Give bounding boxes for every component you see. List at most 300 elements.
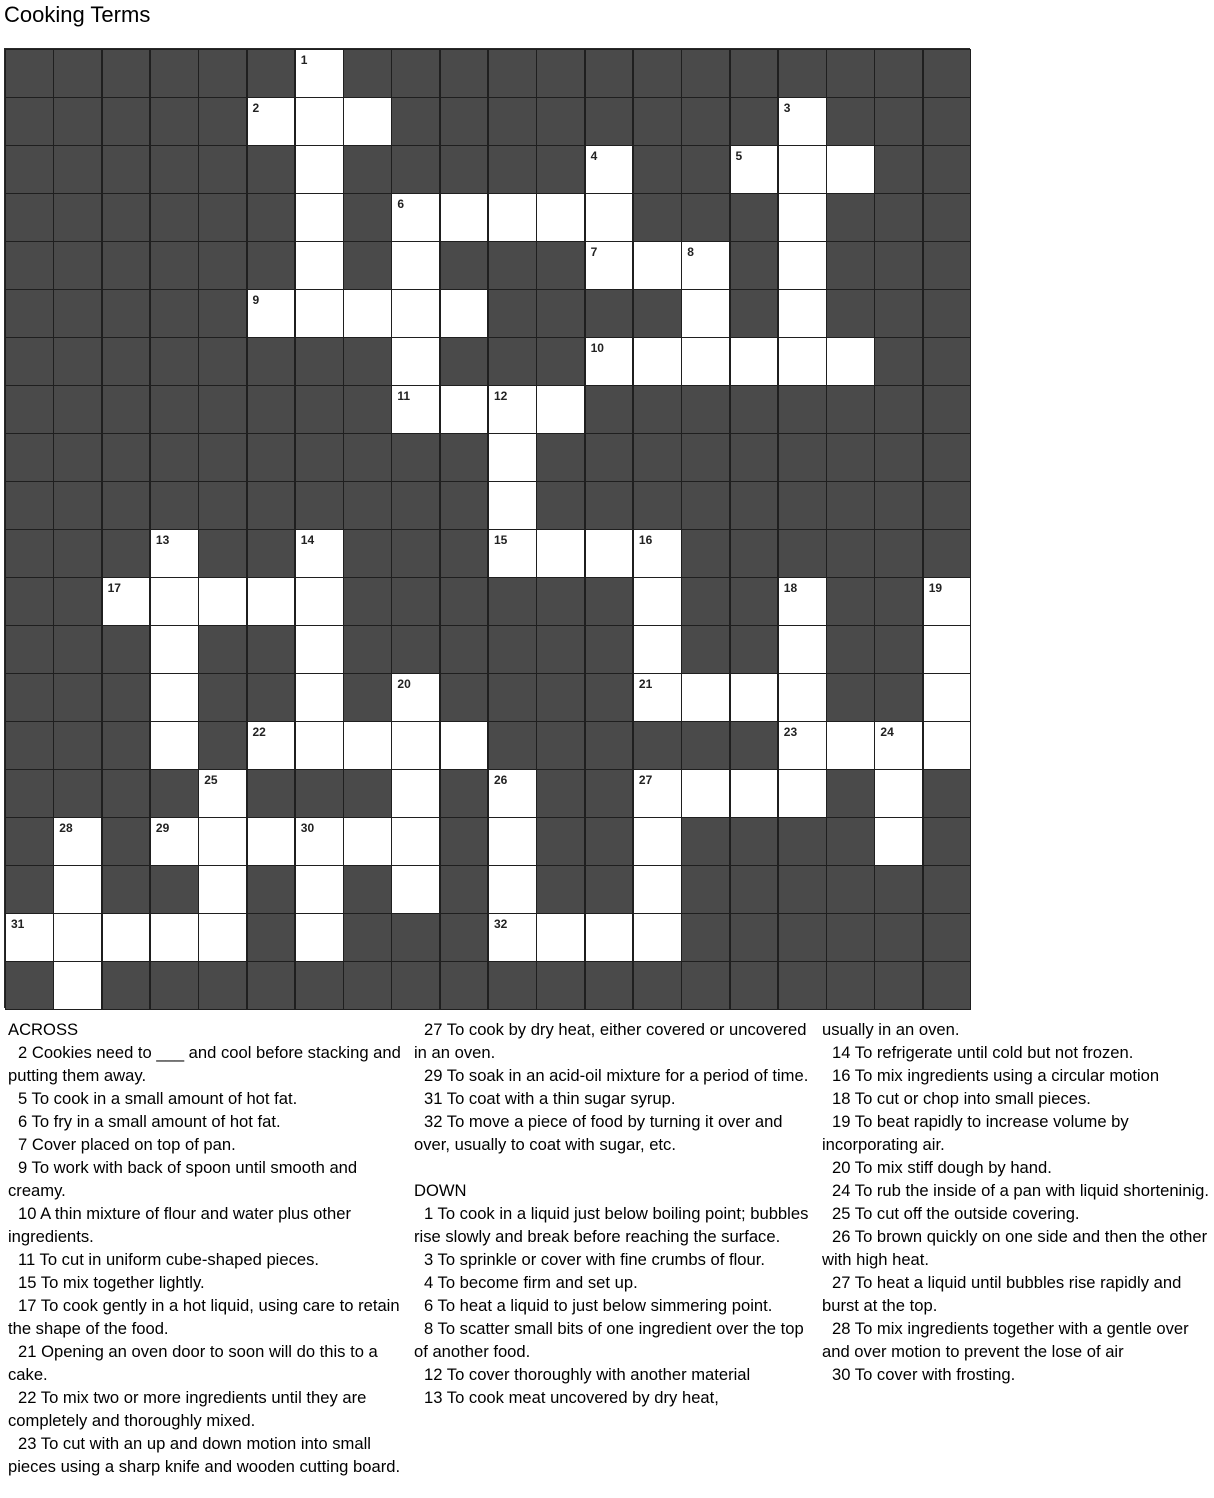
blocked-cell <box>536 769 585 818</box>
clue-text: 30 To cover with frosting. <box>832 1365 1016 1384</box>
answer-cell[interactable] <box>826 337 875 386</box>
answer-cell[interactable] <box>778 241 827 290</box>
blocked-cell <box>826 433 875 482</box>
blocked-cell <box>536 145 585 194</box>
blocked-cell <box>874 529 923 578</box>
answer-cell[interactable] <box>633 577 682 626</box>
answer-cell[interactable] <box>488 193 537 242</box>
answer-cell[interactable] <box>488 865 537 914</box>
blocked-cell <box>102 865 151 914</box>
blocked-cell <box>102 673 151 722</box>
answer-cell[interactable] <box>633 913 682 962</box>
answer-cell[interactable] <box>295 49 344 98</box>
blocked-cell <box>391 97 440 146</box>
answer-cell[interactable] <box>150 625 199 674</box>
blocked-cell <box>102 817 151 866</box>
answer-cell[interactable] <box>391 673 440 722</box>
blocked-cell <box>585 817 634 866</box>
blocked-cell <box>247 961 296 1010</box>
blocked-cell <box>826 625 875 674</box>
answer-cell[interactable] <box>247 97 296 146</box>
blocked-cell <box>826 385 875 434</box>
blocked-cell <box>295 385 344 434</box>
blocked-cell <box>440 529 489 578</box>
blocked-cell <box>198 337 247 386</box>
blocked-cell <box>488 961 537 1010</box>
blocked-cell <box>681 385 730 434</box>
answer-cell[interactable] <box>488 817 537 866</box>
blocked-cell <box>53 145 102 194</box>
blocked-cell <box>440 769 489 818</box>
blocked-cell <box>730 865 779 914</box>
blocked-cell <box>681 865 730 914</box>
blocked-cell <box>826 49 875 98</box>
clue-number: 4 <box>590 149 598 163</box>
blocked-cell <box>53 721 102 770</box>
blocked-cell <box>198 49 247 98</box>
clue-number: 15 <box>494 533 508 547</box>
blocked-cell <box>874 193 923 242</box>
blocked-cell <box>391 961 440 1010</box>
answer-cell[interactable] <box>778 97 827 146</box>
answer-cell[interactable] <box>150 721 199 770</box>
answer-cell[interactable] <box>826 145 875 194</box>
answer-cell[interactable] <box>198 577 247 626</box>
blocked-cell <box>826 865 875 914</box>
answer-cell[interactable] <box>488 769 537 818</box>
answer-cell[interactable] <box>343 721 392 770</box>
answer-cell[interactable] <box>53 865 102 914</box>
blocked-cell <box>730 625 779 674</box>
answer-cell[interactable] <box>585 193 634 242</box>
blocked-cell <box>5 625 54 674</box>
answer-cell[interactable] <box>923 577 972 626</box>
answer-cell[interactable] <box>488 913 537 962</box>
answer-cell[interactable] <box>730 145 779 194</box>
blocked-cell <box>730 385 779 434</box>
answer-cell[interactable] <box>488 529 537 578</box>
clue-text: 20 To mix stiff dough by hand. <box>832 1158 1052 1177</box>
blocked-cell <box>730 577 779 626</box>
answer-cell[interactable] <box>295 817 344 866</box>
answer-cell[interactable] <box>874 769 923 818</box>
answer-cell[interactable] <box>247 721 296 770</box>
clue-text: 23 To cut with an up and down motion into small pieces using a sharp knife and wooden cutting board. <box>8 1434 401 1476</box>
blocked-cell <box>681 145 730 194</box>
clue-number: 7 <box>590 245 598 259</box>
blocked-cell <box>440 49 489 98</box>
blocked-cell <box>343 961 392 1010</box>
blocked-cell <box>295 769 344 818</box>
clue-number: 9 <box>252 293 260 307</box>
clue-text: 16 To mix ingredients using a circular motion <box>832 1066 1160 1085</box>
answer-cell[interactable] <box>681 673 730 722</box>
blocked-cell <box>536 481 585 530</box>
answer-cell[interactable] <box>585 241 634 290</box>
blocked-cell <box>247 241 296 290</box>
answer-cell[interactable] <box>295 865 344 914</box>
blocked-cell <box>102 961 151 1010</box>
answer-cell[interactable] <box>778 145 827 194</box>
blocked-cell <box>5 97 54 146</box>
clue-text: 25 To cut off the outside covering. <box>832 1204 1080 1223</box>
answer-cell[interactable] <box>391 289 440 338</box>
blocked-cell <box>198 481 247 530</box>
blocked-cell <box>102 385 151 434</box>
blocked-cell <box>391 577 440 626</box>
answer-cell[interactable] <box>440 193 489 242</box>
answer-cell[interactable] <box>633 529 682 578</box>
blocked-cell <box>102 529 151 578</box>
answer-cell[interactable] <box>730 337 779 386</box>
answer-cell[interactable] <box>681 337 730 386</box>
blocked-cell <box>874 961 923 1010</box>
clue-text: 26 To brown quickly on one side and then the other with high heat. <box>822 1227 1208 1269</box>
blocked-cell <box>295 433 344 482</box>
answer-cell[interactable] <box>295 193 344 242</box>
blocked-cell <box>102 193 151 242</box>
answer-cell[interactable] <box>778 721 827 770</box>
answer-cell[interactable] <box>295 913 344 962</box>
clue-number: 28 <box>59 821 73 835</box>
clue-text: 21 Opening an oven door to soon will do this to a cake. <box>8 1342 378 1384</box>
blocked-cell <box>681 577 730 626</box>
answer-cell[interactable] <box>295 673 344 722</box>
clue-number: 8 <box>687 245 694 259</box>
blocked-cell <box>391 433 440 482</box>
answer-cell[interactable] <box>585 337 634 386</box>
answer-cell[interactable] <box>343 817 392 866</box>
blocked-cell <box>5 241 54 290</box>
blocked-cell <box>440 481 489 530</box>
blocked-cell <box>343 913 392 962</box>
blocked-cell <box>488 577 537 626</box>
blocked-cell <box>730 529 779 578</box>
blocked-cell <box>730 961 779 1010</box>
answer-cell[interactable] <box>681 241 730 290</box>
clue-text: 27 To heat a liquid until bubbles rise rapidly and burst at the top. <box>822 1273 1182 1315</box>
answer-cell[interactable] <box>391 769 440 818</box>
blocked-cell <box>874 625 923 674</box>
blocked-cell <box>778 385 827 434</box>
answer-cell[interactable] <box>102 577 151 626</box>
blocked-cell <box>681 97 730 146</box>
answer-cell[interactable] <box>488 433 537 482</box>
answer-cell[interactable] <box>874 721 923 770</box>
blocked-cell <box>102 433 151 482</box>
blocked-cell <box>198 529 247 578</box>
answer-cell[interactable] <box>198 913 247 962</box>
answer-cell[interactable] <box>633 673 682 722</box>
blocked-cell <box>778 865 827 914</box>
answer-cell[interactable] <box>633 625 682 674</box>
blocked-cell <box>5 865 54 914</box>
blocked-cell <box>681 193 730 242</box>
blocked-cell <box>247 433 296 482</box>
spacer <box>414 1156 818 1179</box>
answer-cell[interactable] <box>778 625 827 674</box>
blocked-cell <box>343 625 392 674</box>
clue-number: 24 <box>880 725 894 739</box>
blocked-cell <box>585 769 634 818</box>
clue-text: 19 To beat rapidly to increase volume by incorporating air. <box>822 1112 1129 1154</box>
blocked-cell <box>343 193 392 242</box>
blocked-cell <box>585 577 634 626</box>
answer-cell[interactable] <box>778 289 827 338</box>
clue-text: 4 To become firm and set up. <box>424 1273 638 1292</box>
blocked-cell <box>5 49 54 98</box>
blocked-cell <box>778 913 827 962</box>
blocked-cell <box>488 721 537 770</box>
answer-cell[interactable] <box>295 577 344 626</box>
blocked-cell <box>295 337 344 386</box>
blocked-cell <box>826 913 875 962</box>
blocked-cell <box>391 625 440 674</box>
answer-cell[interactable] <box>295 721 344 770</box>
blocked-cell <box>681 529 730 578</box>
blocked-cell <box>778 433 827 482</box>
blocked-cell <box>440 817 489 866</box>
answer-cell[interactable] <box>633 817 682 866</box>
blocked-cell <box>681 817 730 866</box>
answer-cell[interactable] <box>295 625 344 674</box>
blocked-cell <box>5 817 54 866</box>
clue-number: 10 <box>590 341 604 355</box>
clue-text: 27 To cook by dry heat, either covered or uncovered in an oven. <box>414 1020 807 1062</box>
blocked-cell <box>53 337 102 386</box>
blocked-cell <box>730 817 779 866</box>
answer-cell[interactable] <box>585 913 634 962</box>
blocked-cell <box>198 241 247 290</box>
blocked-cell <box>826 673 875 722</box>
answer-cell[interactable] <box>150 577 199 626</box>
blocked-cell <box>5 337 54 386</box>
answer-cell[interactable] <box>536 193 585 242</box>
answer-cell[interactable] <box>391 337 440 386</box>
blocked-cell <box>5 961 54 1010</box>
answer-cell[interactable] <box>102 913 151 962</box>
blocked-cell <box>633 721 682 770</box>
answer-cell[interactable] <box>874 817 923 866</box>
blocked-cell <box>536 673 585 722</box>
answer-cell[interactable] <box>343 97 392 146</box>
clue-number: 29 <box>155 821 170 835</box>
clue-number: 17 <box>107 581 121 595</box>
blocked-cell <box>343 337 392 386</box>
clue-text: usually in an oven. <box>822 1020 960 1039</box>
blocked-cell <box>536 289 585 338</box>
answer-cell[interactable] <box>295 145 344 194</box>
blocked-cell <box>198 433 247 482</box>
blocked-cell <box>536 721 585 770</box>
answer-cell[interactable] <box>826 721 875 770</box>
blocked-cell <box>778 817 827 866</box>
clue-text: 10 A thin mixture of flour and water plus other ingredients. <box>8 1204 351 1246</box>
blocked-cell <box>102 49 151 98</box>
answer-cell[interactable] <box>5 913 54 962</box>
blocked-cell <box>488 673 537 722</box>
answer-cell[interactable] <box>247 289 296 338</box>
blocked-cell <box>53 673 102 722</box>
clue-text: 24 To rub the inside of a pan with liquid shorteninig. <box>832 1181 1209 1200</box>
answer-cell[interactable] <box>53 913 102 962</box>
clue-number: 32 <box>494 917 508 931</box>
blocked-cell <box>826 481 875 530</box>
blocked-cell <box>198 673 247 722</box>
blocked-cell <box>247 769 296 818</box>
blocked-cell <box>488 97 537 146</box>
answer-cell[interactable] <box>343 289 392 338</box>
blocked-cell <box>923 481 972 530</box>
answer-cell[interactable] <box>150 673 199 722</box>
answer-cell[interactable] <box>633 337 682 386</box>
answer-cell[interactable] <box>536 529 585 578</box>
answer-cell[interactable] <box>198 865 247 914</box>
blocked-cell <box>343 769 392 818</box>
answer-cell[interactable] <box>391 241 440 290</box>
blocked-cell <box>585 49 634 98</box>
blocked-cell <box>440 913 489 962</box>
blocked-cell <box>536 97 585 146</box>
answer-cell[interactable] <box>198 817 247 866</box>
answer-cell[interactable] <box>150 913 199 962</box>
answer-cell[interactable] <box>247 817 296 866</box>
answer-cell[interactable] <box>681 769 730 818</box>
answer-cell[interactable] <box>778 769 827 818</box>
blocked-cell <box>440 673 489 722</box>
blocked-cell <box>5 673 54 722</box>
blocked-cell <box>923 385 972 434</box>
blocked-cell <box>633 481 682 530</box>
blocked-cell <box>343 865 392 914</box>
clue-text: 11 To cut in uniform cube-shaped pieces. <box>18 1250 320 1269</box>
blocked-cell <box>53 289 102 338</box>
answer-cell[interactable] <box>923 673 972 722</box>
clue-number: 31 <box>11 917 25 931</box>
clue-text: 13 To cook meat uncovered by dry heat, <box>424 1388 719 1407</box>
answer-cell[interactable] <box>53 961 102 1010</box>
blocked-cell <box>923 817 972 866</box>
blocked-cell <box>488 289 537 338</box>
blocked-cell <box>874 337 923 386</box>
answer-cell[interactable] <box>391 385 440 434</box>
answer-cell[interactable] <box>536 913 585 962</box>
blocked-cell <box>5 193 54 242</box>
clue-text: 6 To heat a liquid to just below simmering point. <box>424 1296 773 1315</box>
answer-cell[interactable] <box>295 529 344 578</box>
answer-cell[interactable] <box>778 577 827 626</box>
answer-cell[interactable] <box>633 241 682 290</box>
blocked-cell <box>391 481 440 530</box>
answer-cell[interactable] <box>440 385 489 434</box>
blocked-cell <box>5 769 54 818</box>
answer-cell[interactable] <box>295 97 344 146</box>
answer-cell[interactable] <box>633 769 682 818</box>
blocked-cell <box>247 913 296 962</box>
blocked-cell <box>5 577 54 626</box>
blocked-cell <box>391 529 440 578</box>
answer-cell[interactable] <box>585 529 634 578</box>
answer-cell[interactable] <box>391 817 440 866</box>
blocked-cell <box>5 385 54 434</box>
answer-cell[interactable] <box>440 721 489 770</box>
answer-cell[interactable] <box>488 481 537 530</box>
blocked-cell <box>874 385 923 434</box>
clue-number: 22 <box>252 725 266 739</box>
blocked-cell <box>874 913 923 962</box>
answer-cell[interactable] <box>536 385 585 434</box>
blocked-cell <box>681 721 730 770</box>
answer-cell[interactable] <box>778 673 827 722</box>
answer-cell[interactable] <box>585 145 634 194</box>
answer-cell[interactable] <box>488 385 537 434</box>
answer-cell[interactable] <box>247 577 296 626</box>
blocked-cell <box>536 241 585 290</box>
blocked-cell <box>585 481 634 530</box>
blocked-cell <box>150 865 199 914</box>
answer-cell[interactable] <box>730 673 779 722</box>
blocked-cell <box>633 49 682 98</box>
clue-text: 18 To cut or chop into small pieces. <box>832 1089 1091 1108</box>
clue-text: 28 To mix ingredients together with a gentle over and over motion to prevent the lose of air <box>822 1319 1189 1361</box>
answer-cell[interactable] <box>295 289 344 338</box>
blocked-cell <box>585 721 634 770</box>
answer-cell[interactable] <box>150 529 199 578</box>
blocked-cell <box>343 481 392 530</box>
answer-cell[interactable] <box>923 721 972 770</box>
answer-cell[interactable] <box>198 769 247 818</box>
answer-cell[interactable] <box>391 721 440 770</box>
blocked-cell <box>247 529 296 578</box>
blocked-cell <box>295 481 344 530</box>
blocked-cell <box>102 241 151 290</box>
answer-cell[interactable] <box>295 241 344 290</box>
blocked-cell <box>150 49 199 98</box>
answer-cell[interactable] <box>391 865 440 914</box>
blocked-cell <box>585 289 634 338</box>
answer-cell[interactable] <box>778 337 827 386</box>
answer-cell[interactable] <box>730 769 779 818</box>
blocked-cell <box>923 241 972 290</box>
blocked-cell <box>150 481 199 530</box>
answer-cell[interactable] <box>923 625 972 674</box>
answer-cell[interactable] <box>440 289 489 338</box>
answer-cell[interactable] <box>633 865 682 914</box>
blocked-cell <box>5 433 54 482</box>
blocked-cell <box>53 193 102 242</box>
blocked-cell <box>633 385 682 434</box>
clue-text: 32 To move a piece of food by turning it over and over, usually to coat with sugar, etc. <box>414 1112 783 1154</box>
answer-cell[interactable] <box>778 193 827 242</box>
blocked-cell <box>440 865 489 914</box>
blocked-cell <box>247 337 296 386</box>
blocked-cell <box>826 577 875 626</box>
blocked-cell <box>874 97 923 146</box>
blocked-cell <box>730 913 779 962</box>
blocked-cell <box>150 337 199 386</box>
blocked-cell <box>826 529 875 578</box>
clue-text: 5 To cook in a small amount of hot fat. <box>18 1089 298 1108</box>
blocked-cell <box>440 337 489 386</box>
blocked-cell <box>730 97 779 146</box>
answer-cell[interactable] <box>681 289 730 338</box>
blocked-cell <box>633 289 682 338</box>
answer-cell[interactable] <box>53 817 102 866</box>
blocked-cell <box>826 97 875 146</box>
blocked-cell <box>923 289 972 338</box>
answer-cell[interactable] <box>150 817 199 866</box>
answer-cell[interactable] <box>391 193 440 242</box>
